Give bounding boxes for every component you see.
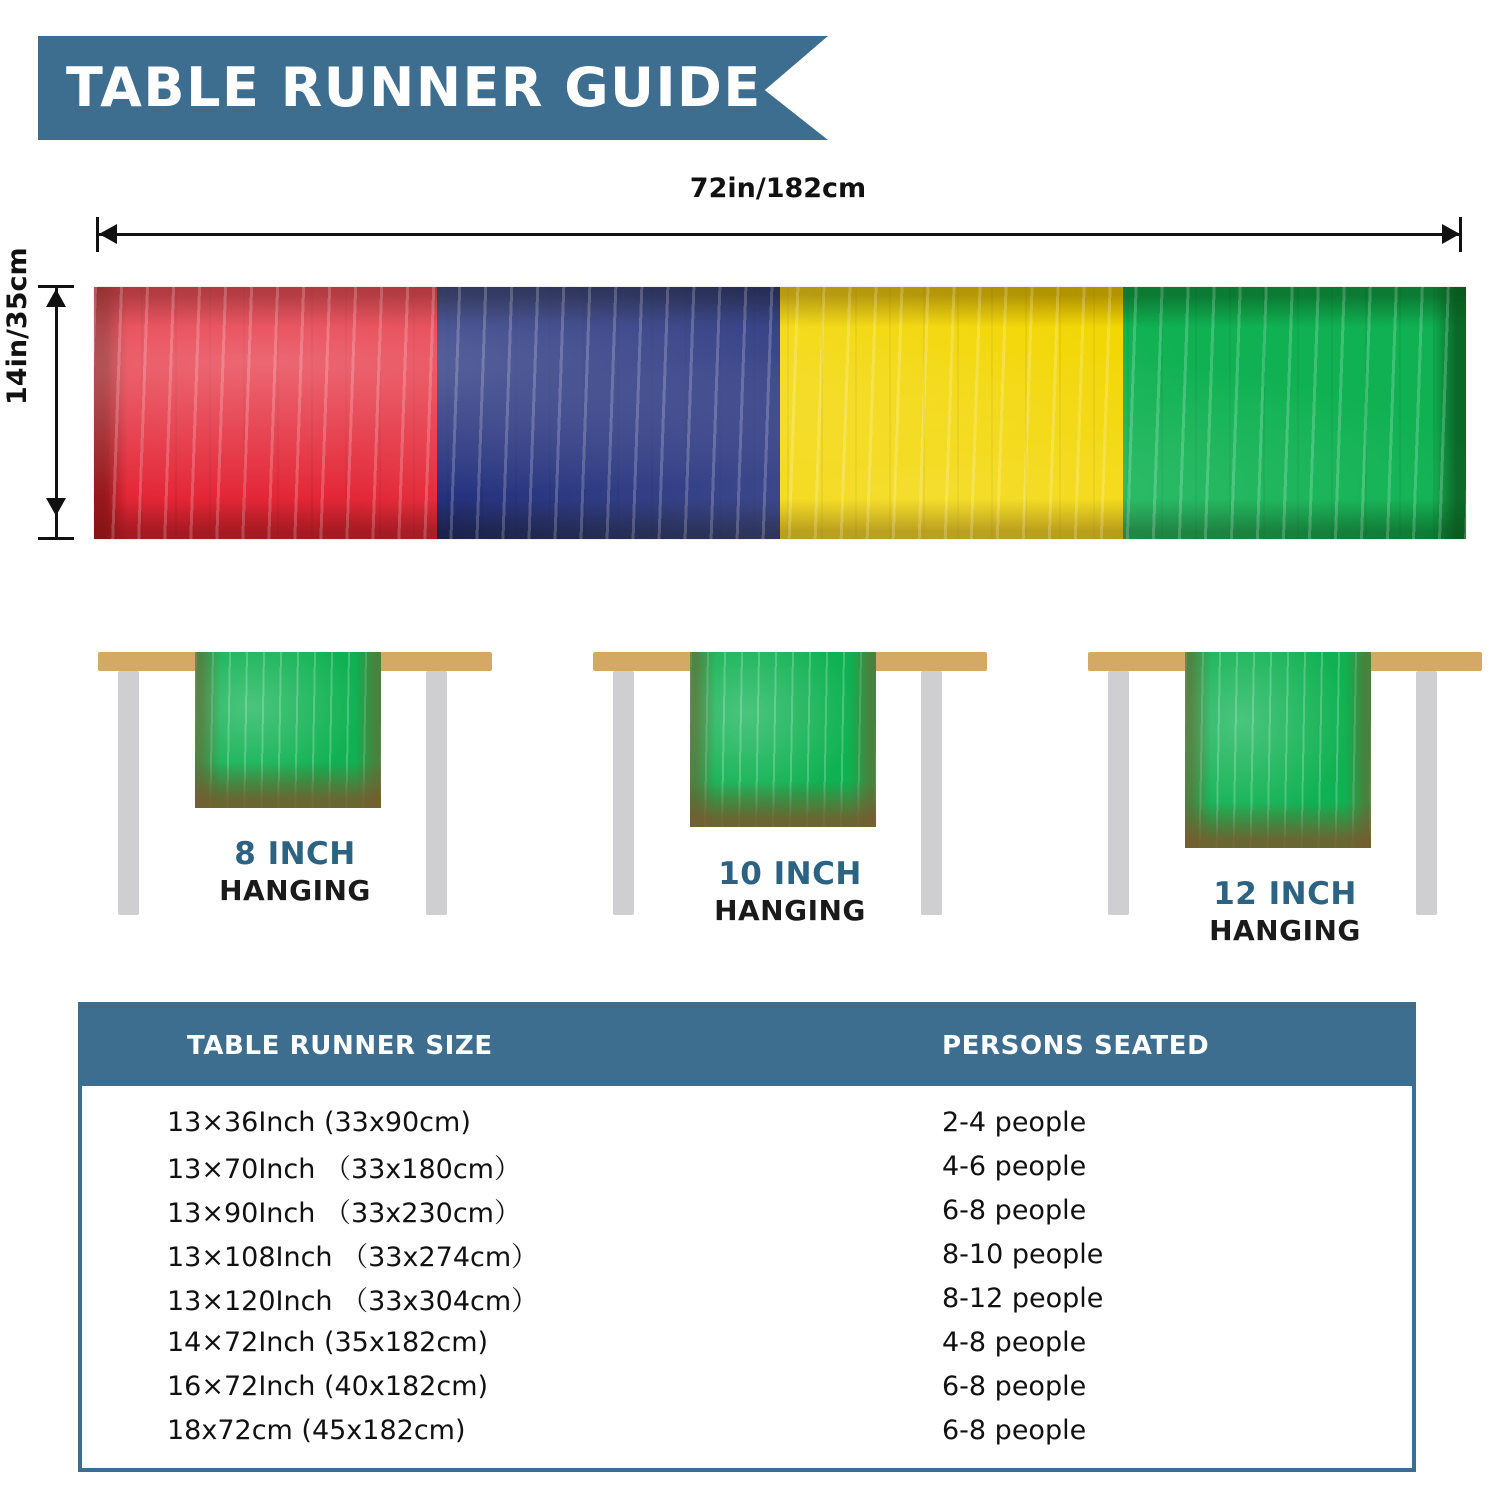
hanging-length-label: 12 INCH [1213,876,1357,912]
cell-size: 13×70Inch （33x180cm） [167,1153,521,1185]
arrow-left-icon [99,224,117,244]
table-row [82,1232,1412,1276]
cell-persons: 8-10 people [942,1238,1104,1270]
arrow-right-icon [1442,224,1460,244]
runner-cloth [195,652,381,808]
hanging-examples [0,600,1493,950]
hanging-subtitle: HANGING [1209,914,1361,947]
table-row [82,1188,1412,1232]
arrow-down-icon [46,498,66,516]
table-body [82,1086,1412,1468]
cell-size: 18x72cm (45x182cm) [167,1414,466,1446]
table-row [82,1144,1412,1188]
hanging-example-10-inch [580,600,1000,930]
arrow-up-icon [46,289,66,307]
runner-segment-blue [437,287,780,539]
runner-segment-yellow [780,287,1123,539]
table-header-row [82,1006,1412,1086]
cell-size: 13×120Inch （33x304cm） [167,1285,539,1317]
hanging-subtitle: HANGING [219,874,371,907]
runner-segment-green [1123,287,1466,539]
size-chart-table [78,1002,1416,1472]
table-row [82,1408,1412,1452]
hanging-subtitle: HANGING [714,894,866,927]
runner-product-image [94,287,1466,539]
cell-persons: 6-8 people [942,1194,1087,1226]
cell-persons: 8-12 people [942,1282,1104,1314]
dimension-cap-bottom [38,537,74,540]
cell-size: 13×90Inch （33x230cm） [167,1197,521,1229]
cell-persons: 6-8 people [942,1370,1087,1402]
cell-size: 14×72Inch (35x182cm) [167,1326,489,1358]
cell-persons: 4-6 people [942,1150,1087,1182]
runner-cloth [690,652,876,827]
hanging-caption [580,856,1000,927]
header-banner [38,36,838,140]
horizontal-dimension-line [96,233,1462,236]
runner-cloth [1185,652,1371,848]
table-row [82,1320,1412,1364]
column-header-size: TABLE RUNNER SIZE [187,1031,493,1061]
hanging-example-8-inch [85,600,505,930]
table-row [82,1364,1412,1408]
table-row [82,1100,1412,1144]
runner-width-label: 14in/35cm [2,247,33,405]
runner-segment-red [94,287,437,539]
cell-size: 13×36Inch (33x90cm) [167,1106,471,1138]
hanging-caption [85,836,505,907]
page-title: TABLE RUNNER GUIDE [66,56,762,119]
hanging-length-label: 10 INCH [718,856,862,892]
cell-size: 16×72Inch (40x182cm) [167,1370,489,1402]
cell-persons: 2-4 people [942,1106,1087,1138]
table-row [82,1276,1412,1320]
runner-dimension-diagram [0,165,1493,585]
hanging-example-12-inch [1075,600,1493,947]
cell-persons: 6-8 people [942,1414,1087,1446]
hanging-length-label: 8 INCH [234,836,356,872]
column-header-persons: PERSONS SEATED [942,1031,1210,1061]
cell-persons: 4-8 people [942,1326,1087,1358]
hanging-caption [1075,876,1493,947]
cell-size: 13×108Inch （33x274cm） [167,1241,539,1273]
dimension-cap-top [38,285,74,288]
runner-length-label: 72in/182cm [689,173,867,204]
